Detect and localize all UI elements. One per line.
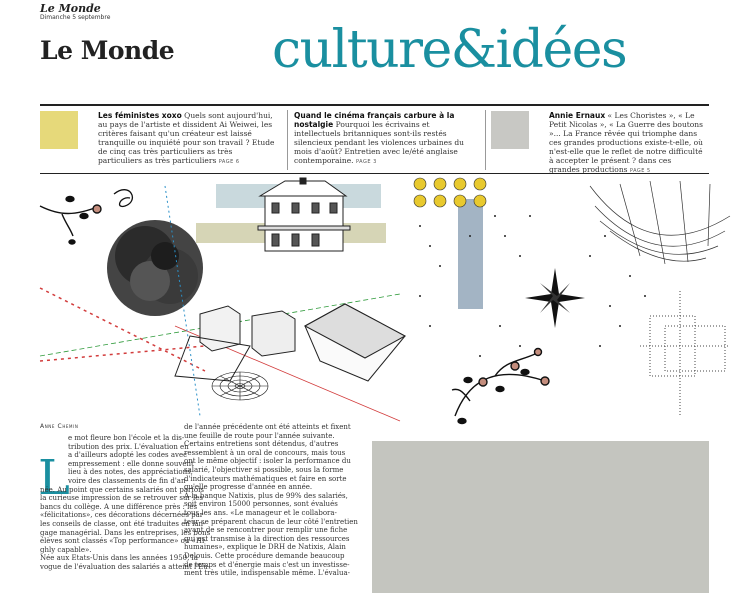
yellow-dots [414,178,486,207]
teaser-thumbnail [491,111,529,149]
article-line: ment très utile, indispensable même. L'évalua- [184,569,351,578]
article-line: teur se préparent chacun de leur côté l'entretien [184,517,358,526]
article-line: empressement : elle donne souvent [68,459,194,468]
teaser-page: PAGE 5 [629,168,651,174]
header-rule [40,104,709,106]
article-line: bancs du collège. A une différence près : les [40,502,198,511]
article-line: qui est transmise à la direction des ressources [184,534,350,543]
article-line: lieu à des notes, des appréciations, [68,468,193,477]
article-line: d'indicateurs mathématiques et faire en sorte [184,474,347,483]
teaser-body: « Les Choristes », « Le Petit Nicolas », « La Guerre des boutons »... La France rêvée qui triomphe dans ces grandes productions existe-t-elle, où n'est-elle que le reflet de notre difficulté à accepter le présent ? dans ces grandes productions [549,111,703,174]
teaser-text [294,111,474,167]
article-line: Delouis. Cette procédure demande beaucoup [184,551,345,560]
teaser-thumbnail [40,111,78,149]
flower-icon [107,220,203,316]
article-column-1 [40,434,211,572]
byline: Anne Chemin [40,423,79,430]
teaser-divider [485,110,486,170]
article-line: ont le même objectif : isoler la performance du [184,457,351,466]
ad-placeholder [372,441,709,593]
article-line: humaines», explique le DRH de Natixis, Alain [184,543,346,552]
article-line: gage managérial. Dans les entreprises, les bons [40,528,211,537]
globe-grid-icon [590,181,730,264]
compass-star-icon [525,268,585,328]
article-line: élèves sont classés «Top performance» ou «Hi- [40,537,207,546]
teaser-title[interactable]: Quand le cinéma français carbure à la nostalgie [294,111,455,129]
article-line: Née aux Etats-Unis dans les années 1950, la [40,554,198,563]
drop-cap: L [38,450,70,506]
teaser-body: Quels sont aujourd'hui, au pays de l'artiste et dissident Ai Weiwei, les critères faisant qu'un créateur est laissé tranquille ou inquiété pour son travail ? Etude de cinq cas très particuliers as très particuliers as très particuliers [98,111,275,165]
swirl-icon [114,190,132,207]
article-line: de l'année précédente ont été atteints et fixent [184,423,351,431]
teaser-page: PAGE 6 [218,159,240,165]
branch-icon [452,349,549,424]
brand-logo[interactable]: Le Monde [40,36,175,65]
article-line: «félicitations», ces décorations décernées par [40,511,204,520]
article-line: ressemblent à un oral de concours, mais tous [184,448,346,457]
article-line: Certains entretiens sont détendus, d'autres [184,440,339,449]
article-column-2 [184,423,356,578]
article-line: qu'elle progresse d'année en année. [184,483,313,492]
brand-logo-small[interactable]: Le Monde [40,2,101,15]
teaser-2[interactable] [294,111,479,181]
article-line: A la banque Natixis, plus de 99% des salariés, [184,491,348,500]
teaser-divider [287,110,288,170]
branch-icon [40,197,101,245]
article-line: vogue de l'évaluation des salariés a atteint l'Eu- [40,562,211,571]
panel-blue [458,199,483,309]
article-line: la curieuse impression de se retrouver sur les [40,494,203,503]
teaser-title[interactable]: Les féministes xoxo [98,111,182,120]
scatter-dots [419,215,646,357]
spiral-web-icon [212,372,268,400]
teaser-text [98,111,278,167]
article-line: les conseils de classe, ont été traduites en lan- [40,519,206,528]
house-icon [258,178,350,251]
dateline: Dimanche 5 septembre [40,14,111,21]
article-line: avant de se rencontrer pour remplir une fiche [184,526,348,535]
article-line: tribution des prix. L'évaluation en [68,442,189,451]
article-line: a d'ailleurs adopté les codes avec [68,451,188,460]
illustration [0,176,737,426]
article-line: soit environ 15000 personnes, sont évalués [184,500,338,509]
teaser-title[interactable]: Annie Ernaux [549,111,606,120]
article-line: voire des classements de fin d'an- [68,476,188,485]
article-line: tous les ans. «Le manageur et le collabora- [184,508,337,517]
teaser-text [549,111,704,176]
section-title: culture&idées [272,20,627,80]
dotted-frame-icon [640,291,730,416]
teaser-3[interactable] [491,111,706,181]
article-line: une feuille de route pour l'année suivante. [184,431,335,440]
article-line: salarié, l'objectiver si possible, sous la forme [184,465,344,474]
teaser-page: PAGE 3 [355,159,377,165]
teaser-1[interactable] [40,111,277,181]
article-line: e mot fleure bon l'école et la dis- [68,434,185,442]
article-line: de temps et d'énergie mais c'est un investisse- [184,560,350,569]
article-line: ghly capable». [40,545,92,554]
teaser-rule [40,173,709,174]
teaser-body: Pourquoi les écrivains et intellectuels britanniques sont-ils restés silencieux pendant les violences urbaines du mois d'août? Entretien avec le/été anglaise contemporaine. [294,120,464,165]
article-line: née. Au point que certains salariés ont parfois [40,485,204,494]
